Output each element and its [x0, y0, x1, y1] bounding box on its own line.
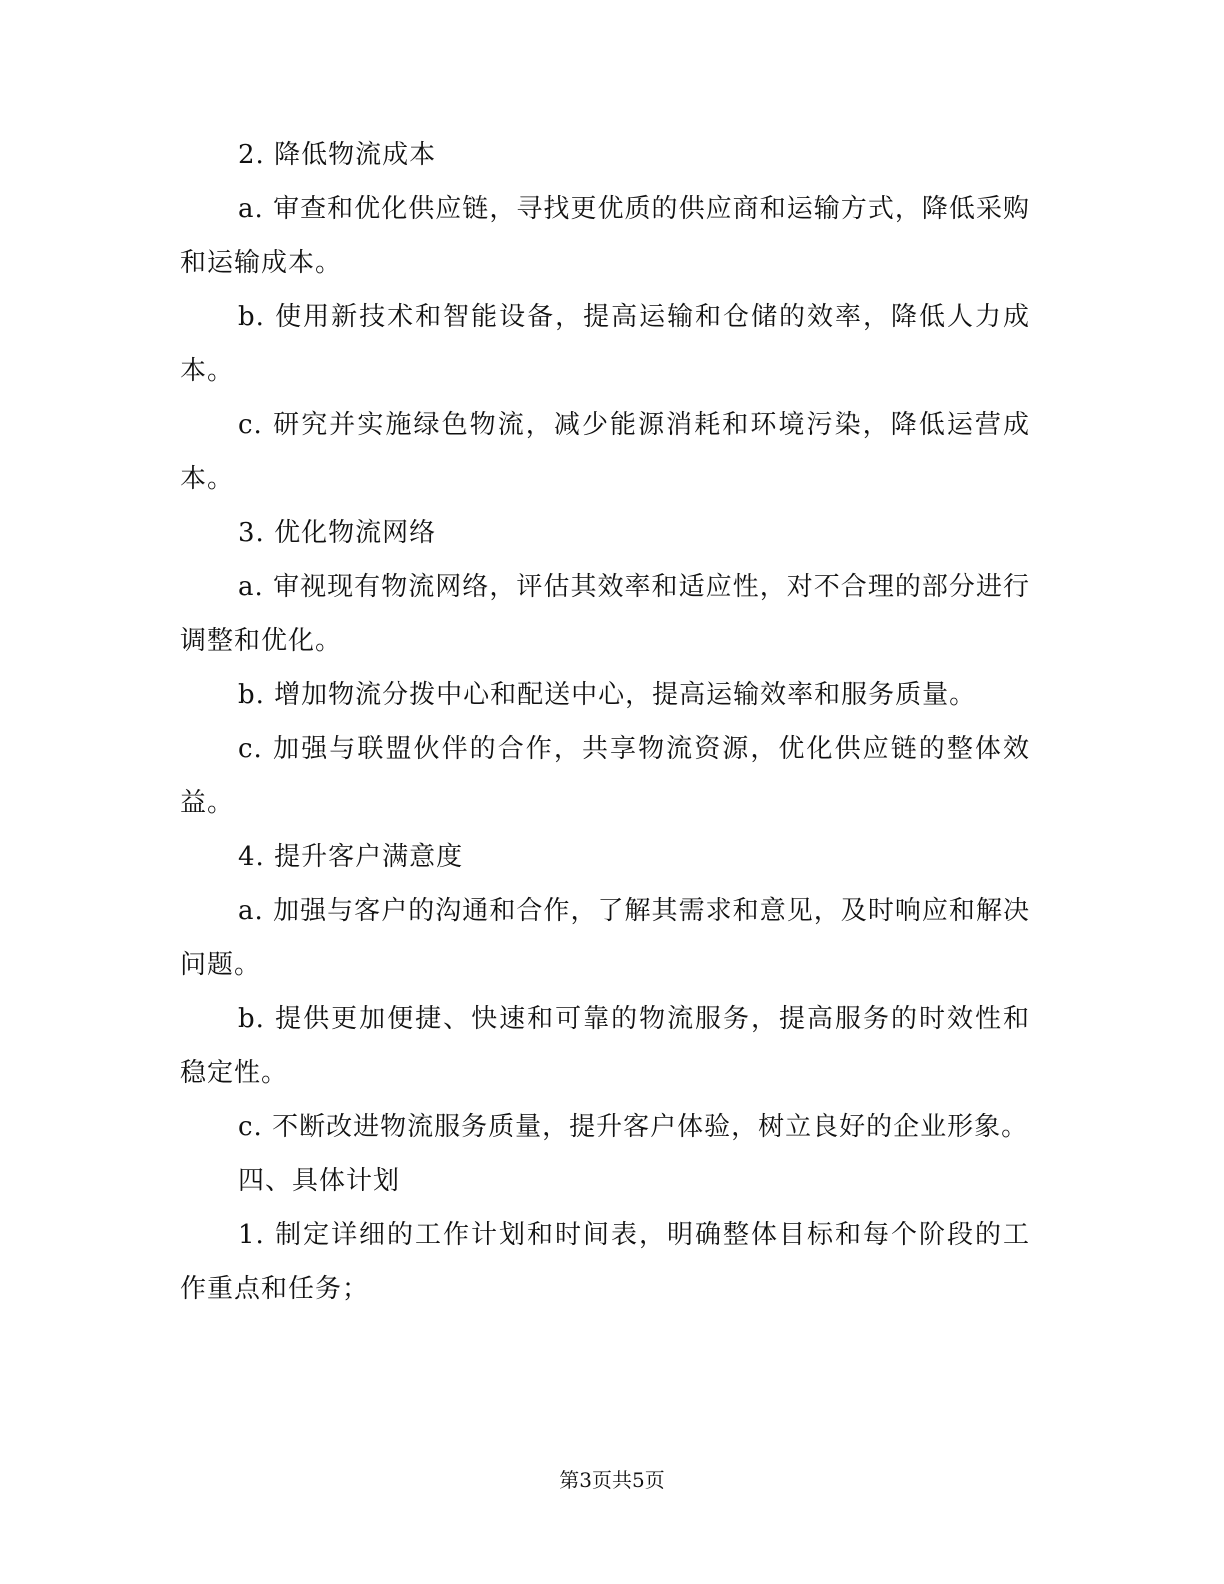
paragraph: c. 研究并实施绿色物流，减少能源消耗和环境污染，降低运营成本。: [180, 410, 1030, 494]
paragraph: c. 不断改进物流服务质量，提升客户体验，树立良好的企业形象。: [238, 1112, 1029, 1142]
section-heading-specific-plan: 四、具体计划: [238, 1166, 401, 1196]
paragraph: b. 使用新技术和智能设备，提高运输和仓储的效率，降低人力成本。: [180, 302, 1030, 386]
heading-reduce-logistics-cost: 2. 降低物流成本: [238, 140, 437, 170]
paragraph: b. 提供更加便捷、快速和可靠的物流服务，提高服务的时效性和稳定性。: [180, 1004, 1030, 1088]
paragraph: a. 审查和优化供应链，寻找更优质的供应商和运输方式，降低采购和运输成本。: [180, 194, 1030, 278]
heading-optimize-logistics-network: 3. 优化物流网络: [238, 518, 437, 548]
paragraph: a. 加强与客户的沟通和合作，了解其需求和意见，及时响应和解决问题。: [180, 896, 1030, 980]
paragraph: a. 审视现有物流网络，评估其效率和适应性，对不合理的部分进行调整和优化。: [180, 572, 1030, 656]
document-body: [180, 128, 1030, 1316]
paragraph: c. 加强与联盟伙伴的合作，共享物流资源，优化供应链的整体效益。: [180, 734, 1030, 818]
page-number-footer: 第3页共5页: [559, 1468, 665, 1492]
heading-improve-customer-satisfaction: 4. 提升客户满意度: [238, 842, 464, 872]
paragraph: b. 增加物流分拨中心和配送中心，提高运输效率和服务质量。: [238, 680, 977, 710]
paragraph: 1. 制定详细的工作计划和时间表，明确整体目标和每个阶段的工作重点和任务；: [180, 1220, 1030, 1304]
